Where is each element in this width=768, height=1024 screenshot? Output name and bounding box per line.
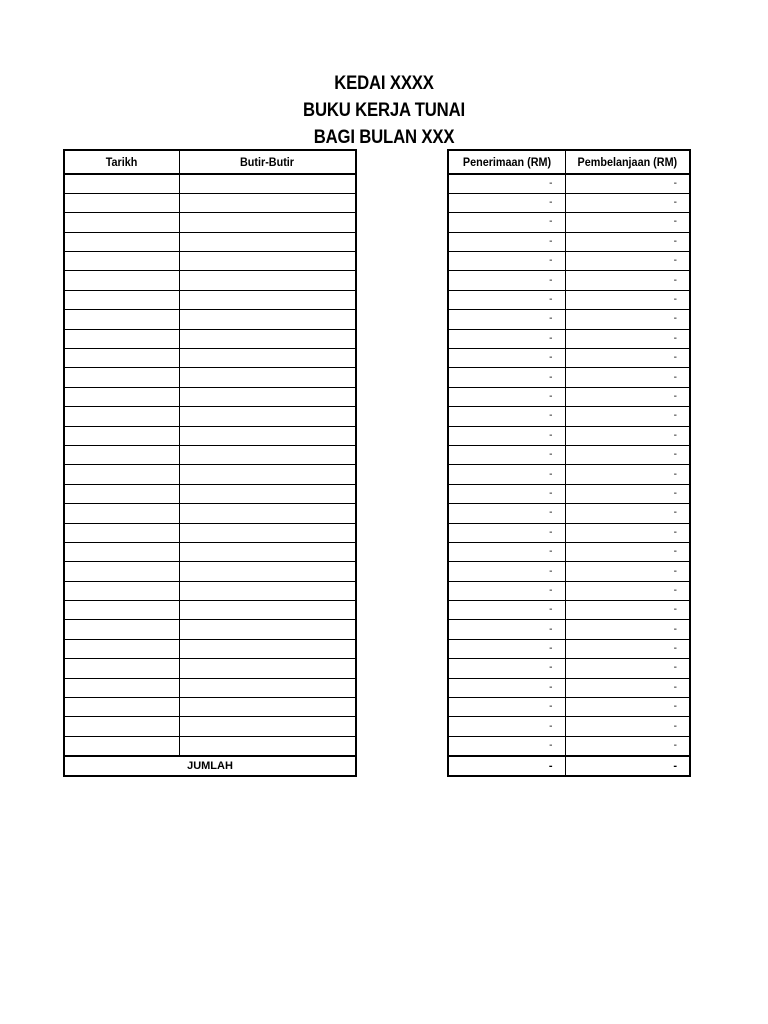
- details-row: [64, 601, 356, 620]
- amounts-row: [448, 329, 690, 348]
- expenses-cell[interactable]: -: [565, 368, 690, 387]
- amounts-row: [448, 659, 690, 678]
- amounts-row: [448, 639, 690, 658]
- amounts-row: [448, 252, 690, 271]
- amounts-row: [448, 174, 690, 193]
- receipts-cell[interactable]: -: [448, 542, 565, 561]
- items-cell[interactable]: [179, 407, 356, 426]
- expenses-cell[interactable]: -: [565, 698, 690, 717]
- date-cell[interactable]: [64, 445, 179, 464]
- amounts-row: [448, 465, 690, 484]
- amounts-row: [448, 484, 690, 503]
- details-row: [64, 193, 356, 212]
- date-cell[interactable]: [64, 193, 179, 212]
- expenses-cell[interactable]: -: [565, 193, 690, 212]
- receipts-cell[interactable]: -: [448, 426, 565, 445]
- details-row: [64, 542, 356, 561]
- date-cell[interactable]: [64, 717, 179, 736]
- expenses-cell[interactable]: -: [565, 736, 690, 755]
- expenses-cell[interactable]: -: [565, 387, 690, 406]
- expenses-cell[interactable]: -: [565, 581, 690, 600]
- amounts-row: [448, 213, 690, 232]
- date-cell[interactable]: [64, 601, 179, 620]
- date-cell[interactable]: [64, 698, 179, 717]
- date-cell[interactable]: [64, 290, 179, 309]
- date-cell[interactable]: [64, 271, 179, 290]
- details-row: [64, 484, 356, 503]
- receipts-cell[interactable]: -: [448, 639, 565, 658]
- document-title: [0, 70, 768, 151]
- details-row: [64, 174, 356, 193]
- items-cell[interactable]: [179, 445, 356, 464]
- expenses-cell[interactable]: -: [565, 620, 690, 639]
- details-row: [64, 523, 356, 542]
- details-row: [64, 368, 356, 387]
- amounts-row: [448, 349, 690, 368]
- expenses-cell[interactable]: -: [565, 232, 690, 251]
- date-cell[interactable]: [64, 523, 179, 542]
- amounts-row: [448, 736, 690, 755]
- date-cell[interactable]: [64, 349, 179, 368]
- details-row: [64, 387, 356, 406]
- date-cell[interactable]: [64, 426, 179, 445]
- receipts-cell[interactable]: -: [448, 698, 565, 717]
- expenses-cell[interactable]: -: [565, 504, 690, 523]
- items-cell[interactable]: [179, 232, 356, 251]
- expenses-cell[interactable]: -: [565, 349, 690, 368]
- amounts-table: [447, 149, 691, 777]
- items-column-header: Butir-Butir: [179, 150, 356, 174]
- details-row: [64, 465, 356, 484]
- expenses-cell[interactable]: -: [565, 445, 690, 464]
- items-cell[interactable]: [179, 310, 356, 329]
- details-row: [64, 639, 356, 658]
- details-header-row: [64, 150, 356, 174]
- expenses-cell[interactable]: -: [565, 562, 690, 581]
- date-cell[interactable]: [64, 213, 179, 232]
- receipts-cell[interactable]: -: [448, 174, 565, 193]
- details-row: [64, 678, 356, 697]
- date-cell[interactable]: [64, 542, 179, 561]
- receipts-cell[interactable]: -: [448, 407, 565, 426]
- amounts-row: [448, 601, 690, 620]
- items-cell[interactable]: [179, 678, 356, 697]
- receipts-cell[interactable]: -: [448, 504, 565, 523]
- amounts-row: [448, 581, 690, 600]
- details-row: [64, 290, 356, 309]
- amounts-row: [448, 620, 690, 639]
- amounts-row: [448, 445, 690, 464]
- receipts-column-header: Penerimaan (RM): [448, 150, 565, 174]
- expenses-cell[interactable]: -: [565, 717, 690, 736]
- items-cell[interactable]: [179, 717, 356, 736]
- expenses-column-header: Pembelanjaan (RM): [565, 150, 690, 174]
- date-cell[interactable]: [64, 639, 179, 658]
- items-cell[interactable]: [179, 465, 356, 484]
- expenses-cell[interactable]: -: [565, 659, 690, 678]
- items-cell[interactable]: [179, 504, 356, 523]
- items-cell[interactable]: [179, 252, 356, 271]
- details-row: [64, 252, 356, 271]
- amounts-row: [448, 717, 690, 736]
- date-column-header: Tarikh: [64, 150, 179, 174]
- date-cell[interactable]: [64, 736, 179, 755]
- amounts-row: [448, 523, 690, 542]
- amounts-row: [448, 232, 690, 251]
- total-expenses-cell: -: [565, 756, 690, 776]
- items-cell[interactable]: [179, 698, 356, 717]
- receipts-cell[interactable]: -: [448, 717, 565, 736]
- receipts-cell[interactable]: -: [448, 329, 565, 348]
- receipts-cell[interactable]: -: [448, 232, 565, 251]
- receipts-cell[interactable]: -: [448, 290, 565, 309]
- items-cell[interactable]: [179, 736, 356, 755]
- items-cell[interactable]: [179, 523, 356, 542]
- amounts-row: [448, 271, 690, 290]
- details-row: [64, 562, 356, 581]
- amounts-row: [448, 542, 690, 561]
- date-cell[interactable]: [64, 329, 179, 348]
- details-row: [64, 698, 356, 717]
- expenses-cell[interactable]: -: [565, 542, 690, 561]
- expenses-cell[interactable]: -: [565, 678, 690, 697]
- expenses-cell[interactable]: -: [565, 465, 690, 484]
- details-row: [64, 310, 356, 329]
- items-cell[interactable]: [179, 659, 356, 678]
- items-cell[interactable]: [179, 387, 356, 406]
- expenses-cell[interactable]: -: [565, 271, 690, 290]
- date-cell[interactable]: [64, 581, 179, 600]
- receipts-cell[interactable]: -: [448, 252, 565, 271]
- date-cell[interactable]: [64, 678, 179, 697]
- date-cell[interactable]: [64, 387, 179, 406]
- details-row: [64, 213, 356, 232]
- details-total-row: [64, 756, 356, 776]
- date-cell[interactable]: [64, 368, 179, 387]
- date-cell[interactable]: [64, 174, 179, 193]
- items-cell[interactable]: [179, 349, 356, 368]
- receipts-cell[interactable]: -: [448, 213, 565, 232]
- expenses-cell[interactable]: -: [565, 174, 690, 193]
- items-cell[interactable]: [179, 290, 356, 309]
- book-title: BUKU KERJA TUNAI: [303, 100, 465, 121]
- date-cell[interactable]: [64, 562, 179, 581]
- items-cell[interactable]: [179, 368, 356, 387]
- amounts-row: [448, 504, 690, 523]
- date-cell[interactable]: [64, 659, 179, 678]
- expenses-cell[interactable]: -: [565, 310, 690, 329]
- expenses-cell[interactable]: -: [565, 252, 690, 271]
- receipts-cell[interactable]: -: [448, 523, 565, 542]
- expenses-cell[interactable]: -: [565, 523, 690, 542]
- expenses-cell[interactable]: -: [565, 484, 690, 503]
- items-cell[interactable]: [179, 581, 356, 600]
- expenses-cell[interactable]: -: [565, 601, 690, 620]
- receipts-cell[interactable]: -: [448, 193, 565, 212]
- details-row: [64, 271, 356, 290]
- items-cell[interactable]: [179, 271, 356, 290]
- items-cell[interactable]: [179, 601, 356, 620]
- total-label: JUMLAH: [64, 756, 356, 776]
- details-row: [64, 349, 356, 368]
- date-cell[interactable]: [64, 310, 179, 329]
- receipts-cell[interactable]: -: [448, 736, 565, 755]
- receipts-cell[interactable]: -: [448, 581, 565, 600]
- receipts-cell[interactable]: -: [448, 387, 565, 406]
- date-cell[interactable]: [64, 465, 179, 484]
- details-table: [63, 149, 357, 777]
- receipts-cell[interactable]: -: [448, 562, 565, 581]
- items-cell[interactable]: [179, 193, 356, 212]
- details-row: [64, 504, 356, 523]
- details-body: [64, 174, 356, 756]
- details-row: [64, 445, 356, 464]
- items-cell[interactable]: [179, 620, 356, 639]
- date-cell[interactable]: [64, 232, 179, 251]
- details-row: [64, 717, 356, 736]
- receipts-cell[interactable]: -: [448, 349, 565, 368]
- items-cell[interactable]: [179, 426, 356, 445]
- receipts-cell[interactable]: -: [448, 620, 565, 639]
- amounts-row: [448, 698, 690, 717]
- date-cell[interactable]: [64, 504, 179, 523]
- date-cell[interactable]: [64, 407, 179, 426]
- amounts-row: [448, 193, 690, 212]
- receipts-cell[interactable]: -: [448, 659, 565, 678]
- details-row: [64, 736, 356, 755]
- expenses-cell[interactable]: -: [565, 639, 690, 658]
- receipts-cell[interactable]: -: [448, 601, 565, 620]
- date-cell[interactable]: [64, 484, 179, 503]
- items-cell[interactable]: [179, 329, 356, 348]
- receipts-cell[interactable]: -: [448, 445, 565, 464]
- expenses-cell[interactable]: -: [565, 407, 690, 426]
- receipts-cell[interactable]: -: [448, 310, 565, 329]
- amounts-row: [448, 290, 690, 309]
- receipts-cell[interactable]: -: [448, 368, 565, 387]
- items-cell[interactable]: [179, 213, 356, 232]
- items-cell[interactable]: [179, 562, 356, 581]
- details-row: [64, 620, 356, 639]
- shop-name: KEDAI XXXX: [334, 73, 434, 94]
- amounts-row: [448, 407, 690, 426]
- amounts-row: [448, 310, 690, 329]
- receipts-cell[interactable]: -: [448, 678, 565, 697]
- details-row: [64, 426, 356, 445]
- items-cell[interactable]: [179, 542, 356, 561]
- expenses-cell[interactable]: -: [565, 329, 690, 348]
- receipts-cell[interactable]: -: [448, 484, 565, 503]
- date-cell[interactable]: [64, 620, 179, 639]
- amounts-row: [448, 562, 690, 581]
- details-row: [64, 581, 356, 600]
- details-row: [64, 659, 356, 678]
- details-row: [64, 329, 356, 348]
- amounts-header-row: [448, 150, 690, 174]
- expenses-cell[interactable]: -: [565, 426, 690, 445]
- amounts-total-row: [448, 756, 690, 776]
- date-cell[interactable]: [64, 252, 179, 271]
- month-title: BAGI BULAN XXX: [313, 127, 455, 148]
- details-row: [64, 232, 356, 251]
- amounts-row: [448, 678, 690, 697]
- details-row: [64, 407, 356, 426]
- expenses-cell[interactable]: -: [565, 213, 690, 232]
- items-cell[interactable]: [179, 484, 356, 503]
- total-receipts-cell: -: [448, 756, 565, 776]
- amounts-row: [448, 387, 690, 406]
- items-cell[interactable]: [179, 639, 356, 658]
- amounts-body: [448, 174, 690, 756]
- expenses-cell[interactable]: -: [565, 290, 690, 309]
- receipts-cell[interactable]: -: [448, 465, 565, 484]
- items-cell[interactable]: [179, 174, 356, 193]
- receipts-cell[interactable]: -: [448, 271, 565, 290]
- amounts-row: [448, 426, 690, 445]
- amounts-row: [448, 368, 690, 387]
